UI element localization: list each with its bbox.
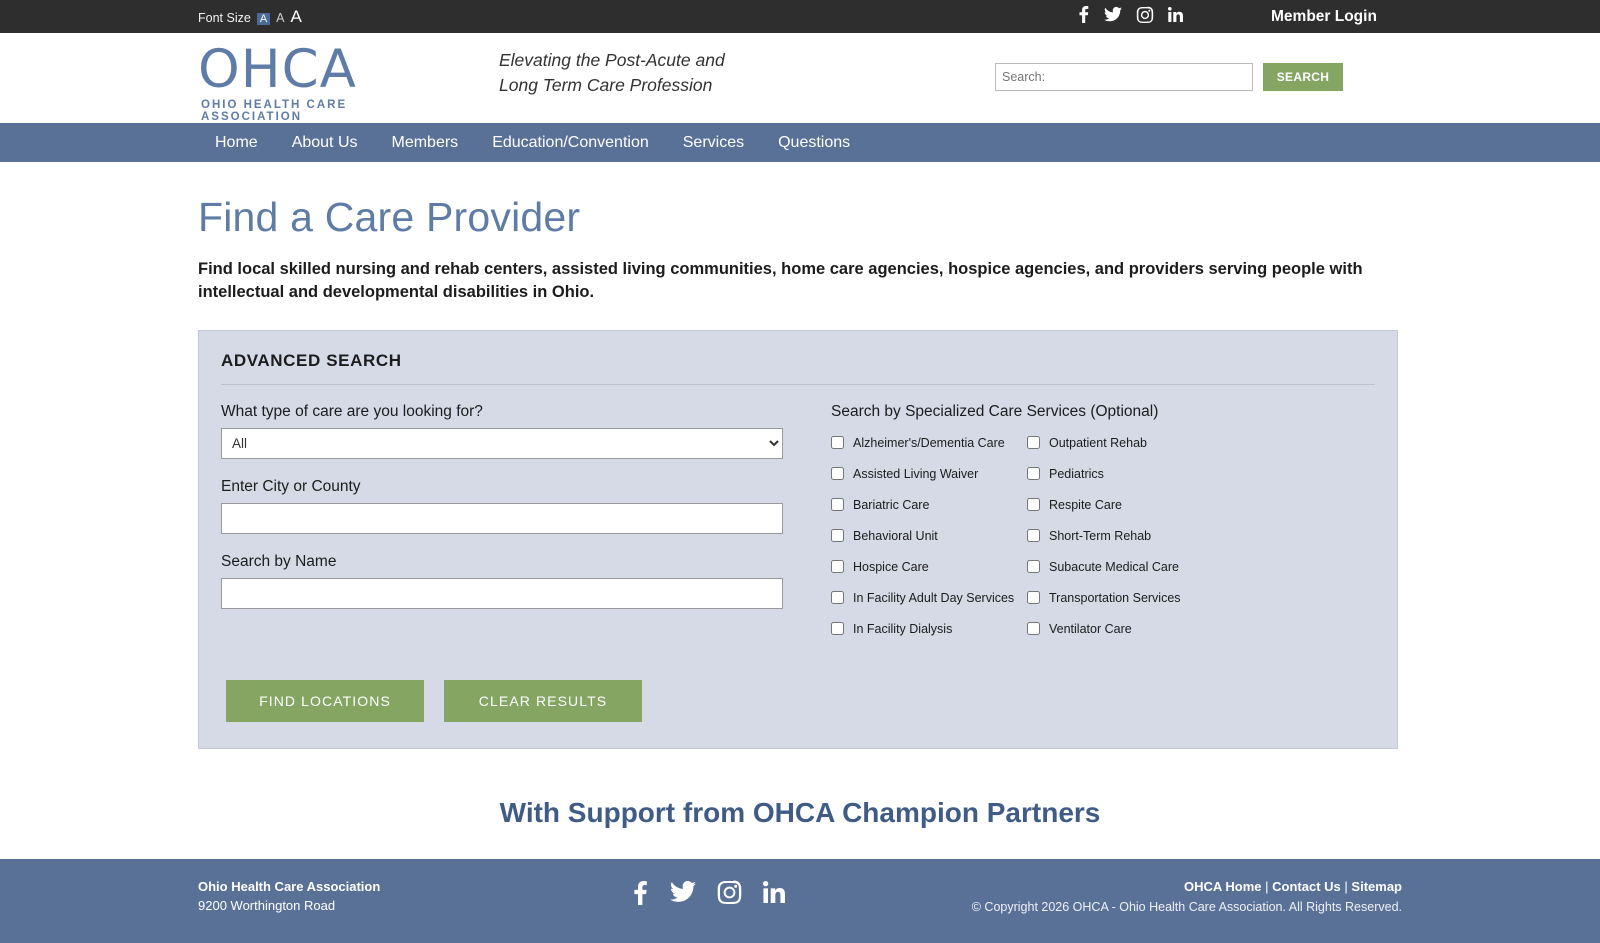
champion-partners-heading: With Support from OHCA Champion Partners <box>499 796 1101 828</box>
checkbox-short-term-rehab[interactable] <box>1027 529 1223 543</box>
specialized-col-1 <box>831 436 1027 653</box>
advanced-search-panel <box>198 330 1398 749</box>
font-size-small-button[interactable]: A <box>257 13 270 25</box>
nav-item-questions[interactable]: Questions <box>778 134 851 151</box>
nav-item-services[interactable]: Services <box>682 134 745 151</box>
checkbox-label: Behavioral Unit <box>853 528 938 543</box>
nav-item-home[interactable]: Home <box>215 134 258 151</box>
provider-name-input[interactable] <box>221 578 783 609</box>
checkbox-input[interactable] <box>831 622 844 635</box>
nav-item-education-convention[interactable]: Education/Convention <box>492 134 649 151</box>
checkbox-hospice-care[interactable] <box>831 560 1027 574</box>
facebook-icon[interactable] <box>1078 6 1089 27</box>
checkbox-input[interactable] <box>1027 498 1040 511</box>
footer-separator-1: | <box>1265 878 1269 894</box>
checkbox-input[interactable] <box>1027 529 1040 542</box>
search-button[interactable]: SEARCH <box>1263 63 1343 91</box>
specialized-col-2 <box>1027 436 1223 653</box>
logo-subtext: OHIO HEALTH CARE ASSOCIATION <box>201 99 348 123</box>
site-search <box>995 63 1343 91</box>
checkbox-input[interactable] <box>831 591 844 604</box>
checkbox-respite-care[interactable] <box>1027 498 1223 512</box>
footer-link-row <box>972 877 1402 898</box>
page-content <box>0 194 1600 829</box>
clear-results-button[interactable]: CLEAR RESULTS <box>444 680 642 722</box>
checkbox-input[interactable] <box>831 529 844 542</box>
checkbox-label: Respite Care <box>1049 497 1122 512</box>
checkbox-behavioral-unit[interactable] <box>831 529 1027 543</box>
checkbox-label: Subacute Medical Care <box>1049 559 1179 574</box>
checkbox-in-facility-adult-day-services[interactable] <box>831 591 1027 605</box>
checkbox-in-facility-dialysis[interactable] <box>831 622 1027 636</box>
checkbox-outpatient-rehab[interactable] <box>1027 436 1223 450</box>
twitter-icon[interactable] <box>670 881 696 912</box>
instagram-icon[interactable] <box>718 881 741 912</box>
utility-bar <box>0 0 1600 33</box>
footer-link-sitemap[interactable]: Sitemap <box>1351 878 1402 894</box>
footer-social-links <box>632 881 785 912</box>
tagline-line-1: Elevating the Post-Acute and <box>499 50 725 70</box>
nav-item-members[interactable]: Members <box>391 134 459 151</box>
site-footer <box>0 859 1600 943</box>
checkbox-label: Short-Term Rehab <box>1049 528 1152 543</box>
checkbox-label: Hospice Care <box>853 559 929 574</box>
font-size-control <box>198 7 302 27</box>
specialized-services-title: Search by Specialized Care Services (Optional) <box>831 402 1159 420</box>
checkbox-label: Ventilator Care <box>1049 621 1132 636</box>
facebook-icon[interactable] <box>632 881 648 912</box>
checkbox-pediatrics[interactable] <box>1027 467 1223 481</box>
instagram-icon[interactable] <box>1137 7 1153 27</box>
checkbox-input[interactable] <box>1027 560 1040 573</box>
footer-links <box>972 877 1402 918</box>
font-size-large-button[interactable]: A <box>290 6 302 26</box>
checkbox-input[interactable] <box>1027 467 1040 480</box>
member-login-link[interactable]: Member Login <box>1271 7 1377 25</box>
checkbox-input[interactable] <box>831 467 844 480</box>
checkbox-label: Alzheimer's/Dementia Care <box>853 435 1005 450</box>
checkbox-assisted-living-waiver[interactable] <box>831 467 1027 481</box>
footer-link-contact-us[interactable]: Contact Us <box>1272 878 1341 894</box>
checkbox-label: Outpatient Rehab <box>1049 435 1147 450</box>
tagline-line-2: Long Term Care Profession <box>499 75 713 96</box>
top-social-links <box>1078 0 1183 33</box>
city-county-label: Enter City or County <box>221 477 361 495</box>
checkbox-label: In Facility Dialysis <box>853 621 953 636</box>
font-size-medium-button[interactable]: A <box>276 10 285 25</box>
site-header <box>0 33 1600 123</box>
checkbox-input[interactable] <box>831 498 844 511</box>
footer-org-name: Ohio Health Care Association <box>198 878 381 894</box>
page-title: Find a Care Provider <box>198 194 581 240</box>
checkbox-alzheimers-dementia-care[interactable] <box>831 436 1027 450</box>
font-size-label: Font Size <box>198 10 251 25</box>
footer-address <box>198 877 380 916</box>
checkbox-label: Assisted Living Waiver <box>853 466 979 481</box>
advanced-search-title: ADVANCED SEARCH <box>221 351 1375 385</box>
checkbox-input[interactable] <box>1027 622 1040 635</box>
checkbox-input[interactable] <box>1027 591 1040 604</box>
city-county-input[interactable] <box>221 503 783 534</box>
footer-separator-2: | <box>1344 878 1348 894</box>
footer-link-ohca-home[interactable]: OHCA Home <box>1183 878 1262 894</box>
search-input[interactable] <box>995 63 1253 91</box>
linkedin-icon[interactable] <box>1168 7 1183 26</box>
nav-item-about-us[interactable]: About Us <box>291 134 358 151</box>
linkedin-icon[interactable] <box>763 881 785 912</box>
page-intro-text: Find local skilled nursing and rehab centers, assisted living communities, home care agencies, hospice agencies, and providers serving people with intellectual and developmental disabilities in Ohio. <box>198 259 1363 301</box>
ohca-logo[interactable] <box>198 39 448 123</box>
footer-street: 9200 Worthington Road <box>198 898 336 914</box>
checkbox-transportation-services[interactable] <box>1027 591 1223 605</box>
checkbox-label: Pediatrics <box>1049 466 1104 481</box>
care-type-select[interactable] <box>221 428 783 459</box>
checkbox-label: Transportation Services <box>1049 590 1181 605</box>
checkbox-input[interactable] <box>1027 436 1040 449</box>
site-tagline <box>499 48 725 99</box>
checkbox-label: Bariatric Care <box>853 497 930 512</box>
main-navigation <box>0 123 1600 162</box>
search-by-name-label: Search by Name <box>221 552 337 570</box>
checkbox-subacute-medical-care[interactable] <box>1027 560 1223 574</box>
checkbox-ventilator-care[interactable] <box>1027 622 1223 636</box>
checkbox-label: In Facility Adult Day Services <box>853 590 1015 605</box>
checkbox-bariatric-care[interactable] <box>831 498 1027 512</box>
find-locations-button[interactable]: FIND LOCATIONS <box>226 680 424 722</box>
footer-copyright: © Copyright 2026 OHCA - Ohio Health Care Association. All Rights Reserved. <box>971 900 1402 915</box>
care-type-label: What type of care are you looking for? <box>221 402 483 420</box>
twitter-icon[interactable] <box>1104 7 1122 26</box>
specialized-services-column <box>809 403 1375 722</box>
logo-wordmark: OHCA <box>198 39 357 100</box>
checkbox-input[interactable] <box>831 560 844 573</box>
checkbox-input[interactable] <box>831 436 844 449</box>
search-fields-column <box>221 403 809 722</box>
panel-button-row <box>221 680 809 722</box>
